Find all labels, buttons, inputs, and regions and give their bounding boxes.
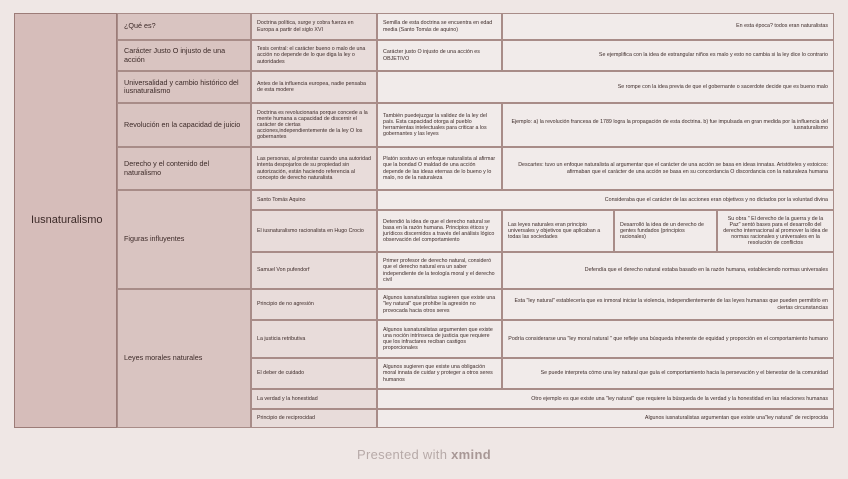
topic-leyes[interactable]: Leyes morales naturales	[117, 289, 251, 428]
xmind-logo[interactable]: xmind	[451, 447, 491, 462]
revolucion-detail-3[interactable]: Ejemplo: a) la revolución francesa de 1789 logra la propagación de esta doctrina. b) fue impulsada en gran medida por la influencia del iusnaturalismo	[502, 103, 834, 147]
topic-revolucion[interactable]: Revolución en la capacidad de juicio	[117, 103, 251, 147]
que-es-detail-2[interactable]: Semilla de esta doctrina se encuentra en edad media (Santo Tomás de aquino)	[377, 13, 502, 40]
verdad-detail-1[interactable]: Otro ejemplo es que existe una "ley natural" que requiere la búsqueda de la verdad y la honestidad en las relaciones humanas	[377, 389, 834, 409]
ley-verdad[interactable]: La verdad y la honestidad	[251, 389, 377, 409]
root-topic[interactable]: Iusnaturalismo	[14, 13, 117, 428]
topic-derecho[interactable]: Derecho y el contenido del naturalismo	[117, 147, 251, 190]
topic-universalidad[interactable]: Universalidad y cambio histórico del iusnaturalismo	[117, 71, 251, 103]
topic-figuras[interactable]: Figuras influyentes	[117, 190, 251, 289]
cuidado-detail-2[interactable]: Se puede interpreta cómo una ley natural que guía el comportamiento hacia la persevación y el bienestar de la comunidad	[502, 358, 834, 389]
universalidad-detail-1[interactable]: Antes de la influencia europea, nadie pensaba de esta modere	[251, 71, 377, 103]
crocio-detail-4[interactable]: Su obra " El derecho de la guerra y de la Paz" sentó bases para el desarrollo del derecho internacional al promover la idea de normas racionales y universales en la resolución de conflictos	[717, 210, 834, 252]
derecho-detail-1[interactable]: Las personas, al protestar cuando una autoridad intenta despojarlos de su propiedad sin autorización, están haciendo referencia al concepto de derecho naturalista	[251, 147, 377, 190]
que-es-detail-3[interactable]: En esta época? todos eran naturalistas	[502, 13, 834, 40]
ley-justicia[interactable]: La justicia retributiva	[251, 320, 377, 358]
reciprocidad-detail-1[interactable]: Algunos iusnaturalistas argumentan que existe una"ley natural" de reciprocida	[377, 409, 834, 428]
agresion-detail-2[interactable]: Esta "ley natural" establecería que es inmoral iniciar la violencia, independientemente de las leyes humanas que pueden permitirlo en ciertas circunstancias	[502, 289, 834, 320]
figura-tomas[interactable]: Santo Tomás Aquino	[251, 190, 377, 210]
tomas-detail-1[interactable]: Consideraba que el carácter de las acciones eran objetivos y no dictados por la voluntad divina	[377, 190, 834, 210]
topic-que-es[interactable]: ¿Qué es?	[117, 13, 251, 40]
crocio-detail-1[interactable]: Detendió la idea de que el derecho natural se basa en la razón humana. Principios éticos y jurídicos discernidos a través del análisis lógico observación del comportamiento	[377, 210, 502, 252]
crocio-detail-3[interactable]: Desarrolló la idea de un derecho de gentes fundados (principios racionales)	[614, 210, 717, 252]
crocio-detail-2[interactable]: Las leyes naturales eran principio universales y objetivos que aplicaban a todas las sociedades	[502, 210, 614, 252]
cuidado-detail-1[interactable]: Algunos sugieren que existe una obligación moral innata de cuidar y proteger a otros seres humanos	[377, 358, 502, 389]
mind-map-table	[14, 13, 834, 428]
justicia-detail-1[interactable]: Algunos iusnaturalistas argumenten que existe una noción intrínseca de justicia que requiere que los infractares reciban castigos proporcionales	[377, 320, 502, 358]
pufendorf-detail-2[interactable]: Defendía que el derecho natural estaba basado en la razón humana, estableciendo normas universales	[502, 252, 834, 289]
pufendorf-detail-1[interactable]: Primer profesor de derecho natural, consideró que el derecho natural era un saber independiente de la teología moral y el derecho civil	[377, 252, 502, 289]
caracter-detail-3[interactable]: Se ejemplifica con la idea de estrangular niños es malo y esto no cambia si la ley dice lo contrario	[502, 40, 834, 71]
topic-caracter[interactable]: Carácter Justo O injusto de una acción	[117, 40, 251, 71]
caracter-detail-1[interactable]: Tesis central: el carácter bueno o malo de una acción no depende de lo que diga la ley o autoridades	[251, 40, 377, 71]
caracter-detail-2[interactable]: Carácter justo O injusto de una acción es OBJETIVO	[377, 40, 502, 71]
derecho-detail-3[interactable]: Descartes: tuvo un enfoque naturalista al argumentar que el carácter de una acción se basa en ideas innatas. Aristóteles y estoicos: afirmaban que el carácter de una acción se basa en su concordancia O discordancia con la naturaleza humana	[502, 147, 834, 190]
agresion-detail-1[interactable]: Algunos iusnaturalistas sugieren que existe una "ley natural" que prohíbe la agresión no provocada hacia otros seres	[377, 289, 502, 320]
justicia-detail-2[interactable]: Podría considerarse una "ley moral natural " que refleje una búsqueda inherente de equidad y proporción en el comportamiento humano	[502, 320, 834, 358]
revolucion-detail-1[interactable]: Doctrina es revolucionaria porque concede a la mente humana a capacidad de discernir el carácter de ciertas acciones,independientemente de la ley O los gobernantes	[251, 103, 377, 147]
presented-with-footer	[0, 447, 848, 462]
ley-reciprocidad[interactable]: Principio de reciprocidad	[251, 409, 377, 428]
revolucion-detail-2[interactable]: También puedejuzgar la validez de la ley del país. Esta capacidad otorga al pueblo herramientas intelectuales para criticar a los gobernantes y las leyes	[377, 103, 502, 147]
ley-cuidado[interactable]: El deber de cuidado	[251, 358, 377, 389]
figura-pufendorf[interactable]: Samuel Von pufendorf	[251, 252, 377, 289]
que-es-detail-1[interactable]: Doctrina política, surge y cobra fuerza en Europa a partir del siglo XVI	[251, 13, 377, 40]
footer-prefix: Presented with	[357, 447, 452, 462]
derecho-detail-2[interactable]: Platón sostuvo un enfoque naturalista al afirmar que la bondad O maldad de una acción depende de las ideas eternas de lo bueno y lo malo, no de la naturaleza	[377, 147, 502, 190]
ley-agresion[interactable]: Principio de no agresión	[251, 289, 377, 320]
figura-crocio[interactable]: El iusnaturalismo racionalista en Hugo Crocio	[251, 210, 377, 252]
universalidad-detail-2[interactable]: Se rompe con la idea previa de que el gobernante o sacerdote decide que es bueno malo	[377, 71, 834, 103]
